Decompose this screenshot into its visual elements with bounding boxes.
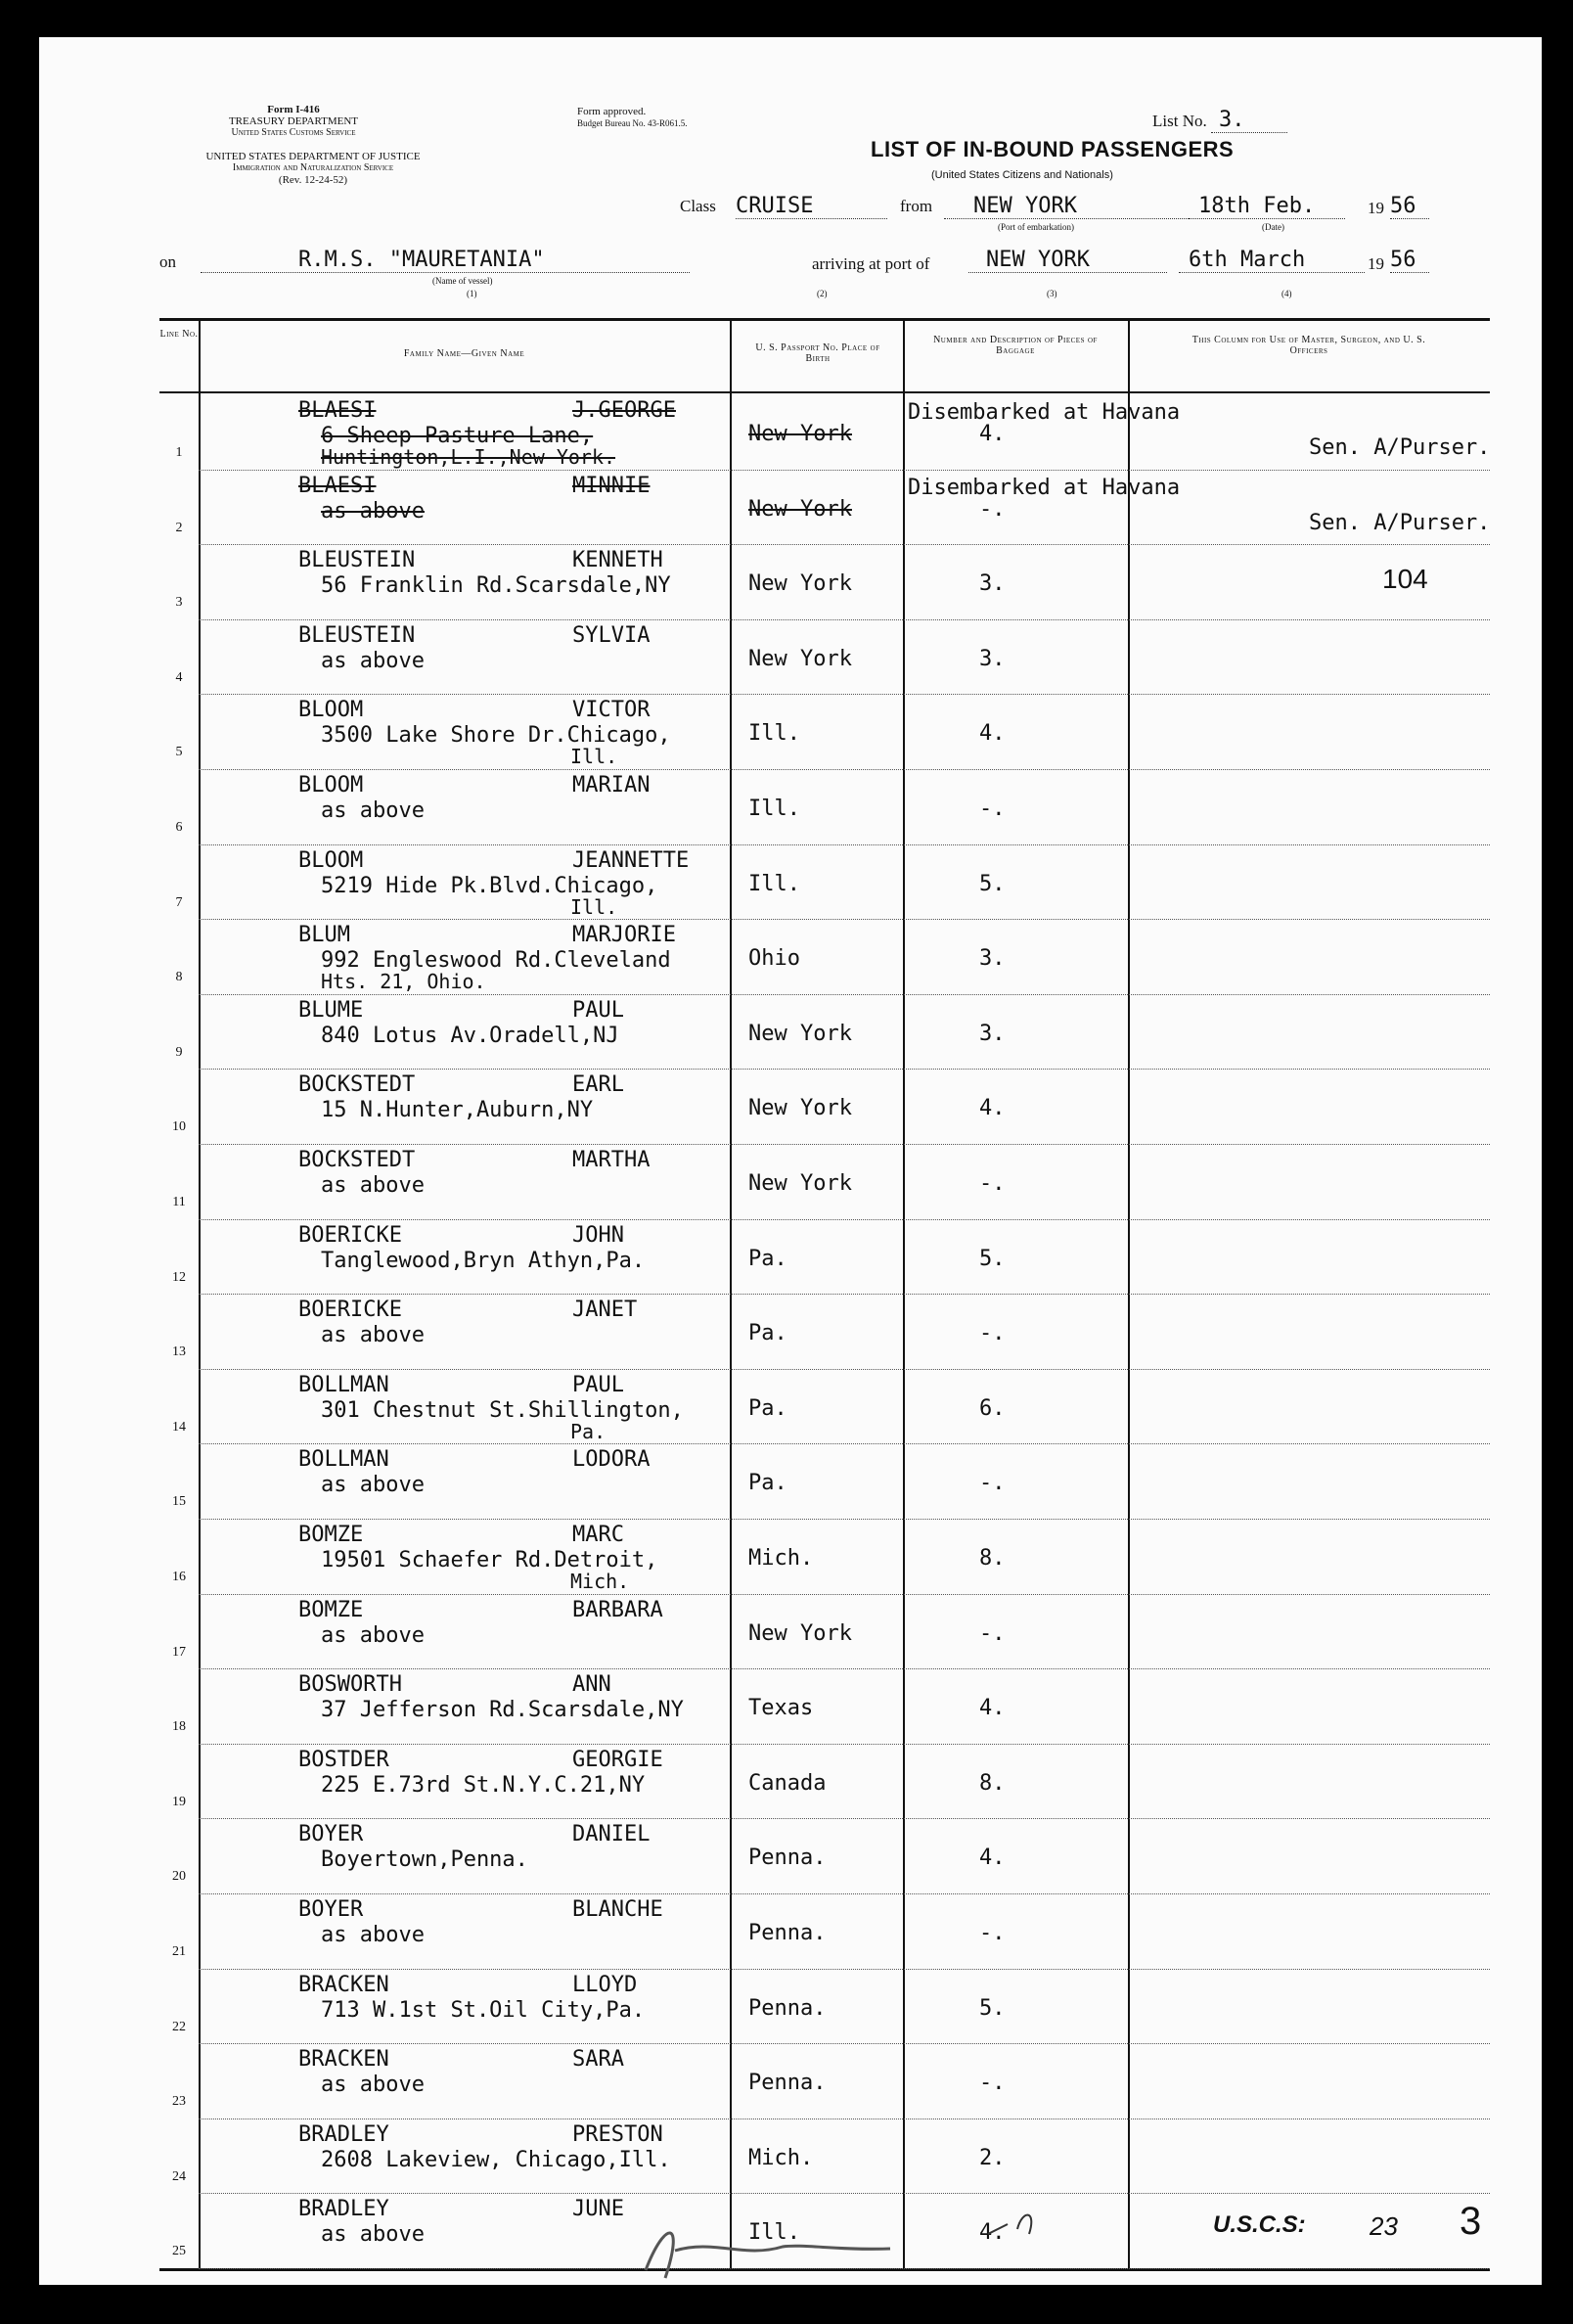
- address: as above: [321, 1173, 425, 1198]
- col-2-caption: (2): [817, 289, 828, 298]
- address: as above: [321, 1923, 425, 1947]
- arrival-port: NEW YORK: [968, 248, 1167, 273]
- address-continued: Pa.: [570, 1419, 607, 1443]
- family-name: BLEUSTEIN: [298, 548, 416, 573]
- baggage-pieces: 4.: [979, 721, 1006, 747]
- line-number: 3: [175, 595, 183, 611]
- address: as above: [321, 1622, 425, 1648]
- line-number: 6: [175, 820, 183, 835]
- address: 301 Chestnut St.Shillington,: [321, 1397, 684, 1423]
- line-number: 17: [172, 1644, 186, 1660]
- given-name: KENNETH: [572, 548, 663, 573]
- baggage-pieces: -.: [979, 1620, 1006, 1646]
- table-row: [159, 1744, 1490, 1818]
- table-row: [159, 1294, 1490, 1368]
- baggage-pieces: 2.: [979, 2145, 1006, 2170]
- baggage-pieces: -.: [979, 2071, 1006, 2096]
- table-row: [159, 919, 1490, 993]
- family-name: BOMZE: [298, 1597, 364, 1622]
- given-name: EARL: [572, 1072, 624, 1098]
- line-number: 25: [172, 2244, 186, 2259]
- line-number: 15: [172, 1494, 186, 1510]
- given-name: DANIEL: [572, 1822, 651, 1847]
- list-number-field: [1152, 108, 1287, 133]
- page-number: 3: [1460, 2200, 1482, 2243]
- embarkation-year: 56: [1390, 194, 1429, 219]
- place-of-birth: Ill.: [748, 871, 800, 896]
- baggage-pieces: 5.: [979, 871, 1006, 896]
- treasury-dept: TREASURY DEPARTMENT: [228, 115, 359, 127]
- given-name: ANN: [572, 1672, 611, 1698]
- col-4-caption: (4): [1281, 289, 1292, 298]
- table-row: [159, 769, 1490, 843]
- arriving-label: arriving at port of: [812, 254, 930, 273]
- address: 5219 Hide Pk.Blvd.Chicago,: [321, 873, 658, 898]
- address: as above: [321, 1473, 425, 1498]
- given-name: LLOYD: [572, 1972, 638, 1997]
- family-name: BOYER: [298, 1822, 364, 1847]
- arrival-date: 6th March: [1179, 248, 1365, 273]
- line-number: 24: [172, 2168, 186, 2184]
- address: as above: [321, 648, 425, 673]
- address-continued: Ill.: [570, 745, 618, 769]
- address: 37 Jefferson Rd.Scarsdale,NY: [321, 1698, 684, 1723]
- baggage-pieces: 4.: [979, 422, 1006, 446]
- form-approved: Form approved.: [577, 106, 647, 117]
- baggage-pieces: 4.: [979, 1846, 1006, 1871]
- baggage-pieces: -.: [979, 1171, 1006, 1196]
- given-name: JOHN: [572, 1222, 624, 1248]
- given-name: MINNIE: [572, 473, 651, 498]
- form-number: Form I-416: [267, 104, 320, 115]
- header-name: Family Name—Given Name: [403, 348, 525, 359]
- address: 2608 Lakeview, Chicago,Ill.: [321, 2147, 671, 2172]
- family-name: BLAESI: [298, 398, 377, 423]
- address-continued: Huntington,L.I.,New York.: [321, 445, 616, 469]
- line-number: 12: [172, 1269, 186, 1285]
- baggage-pieces: -.: [979, 1321, 1006, 1346]
- line-number: 7: [175, 894, 183, 910]
- family-name: BRACKEN: [298, 1972, 389, 1997]
- line-number: 21: [172, 1944, 186, 1959]
- table-row: [159, 1893, 1490, 1968]
- baggage-pieces: 4.: [979, 2220, 1006, 2246]
- given-name: SARA: [572, 2047, 624, 2073]
- line-number: 5: [175, 745, 183, 760]
- baggage-pieces: -.: [979, 1921, 1006, 1945]
- table-row: [159, 1668, 1490, 1743]
- given-name: JANET: [572, 1298, 638, 1323]
- row-divider: [199, 2268, 1490, 2269]
- table-row: [159, 1443, 1490, 1518]
- place-of-birth: Penna.: [748, 1846, 827, 1871]
- place-of-birth: Pa.: [748, 1471, 787, 1496]
- table-row: [159, 1969, 1490, 2043]
- given-name: BLANCHE: [572, 1897, 663, 1922]
- table-row: [159, 994, 1490, 1069]
- family-name: BRADLEY: [298, 2197, 389, 2222]
- passenger-count: 23: [1370, 2211, 1398, 2241]
- family-name: BOCKSTEDT: [298, 1072, 416, 1098]
- list-number-value: 3.: [1211, 108, 1287, 133]
- table-row: [159, 694, 1490, 768]
- justice-dept: UNITED STATES DEPARTMENT OF JUSTICE: [205, 151, 421, 162]
- baggage-pieces: 3.: [979, 646, 1006, 671]
- given-name: PAUL: [572, 997, 624, 1023]
- on-label: on: [159, 252, 176, 271]
- address: 840 Lotus Av.Oradell,NJ: [321, 1023, 619, 1048]
- baggage-pieces: 3.: [979, 1021, 1006, 1046]
- date-caption: (Date): [1262, 222, 1284, 232]
- family-name: BOMZE: [298, 1523, 364, 1547]
- line-number: 11: [172, 1195, 186, 1209]
- line-number: 1: [175, 445, 183, 460]
- table-row: [159, 2119, 1490, 2193]
- list-number-label: List No.: [1152, 112, 1207, 130]
- header-passport: U. S. Passport No. Place of Birth: [755, 342, 880, 364]
- place-of-birth: Penna.: [748, 1921, 827, 1945]
- family-name: BLOOM: [298, 698, 364, 723]
- form-header-block: [176, 104, 411, 139]
- customs-service: United States Customs Service: [231, 127, 356, 138]
- address: Boyertown,Penna.: [321, 1847, 528, 1873]
- given-name: LODORA: [572, 1447, 651, 1473]
- address: as above: [321, 798, 425, 823]
- line-number: 23: [172, 2094, 186, 2110]
- address: 992 Engleswood Rd.Cleveland: [321, 948, 671, 974]
- baggage-pieces: 8.: [979, 1770, 1006, 1796]
- baggage-pieces: 5.: [979, 1246, 1006, 1271]
- family-name: BOERICKE: [298, 1298, 402, 1323]
- manifest-page: [39, 37, 1542, 2285]
- col-3-caption: (3): [1047, 289, 1057, 298]
- address-continued: Ill.: [570, 894, 618, 919]
- address: Tanglewood,Bryn Athyn,Pa.: [321, 1248, 646, 1273]
- place-of-birth: Canada: [748, 1770, 827, 1796]
- address: 56 Franklin Rd.Scarsdale,NY: [321, 573, 671, 599]
- baggage-pieces: -.: [979, 1471, 1006, 1496]
- line-number: 9: [175, 1044, 183, 1060]
- line-number: 4: [175, 669, 183, 685]
- officer-signature-title: Sen. A/Purser.: [1309, 510, 1491, 535]
- arrival-year: 56: [1390, 248, 1429, 273]
- place-of-birth: Penna.: [748, 1995, 827, 2021]
- given-name: VICTOR: [572, 698, 651, 723]
- given-name: PRESTON: [572, 2121, 663, 2147]
- table-row: [159, 1219, 1490, 1294]
- class-value: CRUISE: [736, 194, 887, 219]
- given-name: MARC: [572, 1523, 624, 1547]
- budget-bureau: Budget Bureau No. 43-R061.5.: [577, 118, 688, 128]
- port-caption: (Port of embarkation): [998, 222, 1074, 232]
- family-name: BRADLEY: [298, 2121, 389, 2147]
- given-name: PAUL: [572, 1372, 624, 1397]
- family-name: BLUM: [298, 923, 350, 948]
- table-row: [159, 1818, 1490, 1892]
- family-name: BLUME: [298, 997, 364, 1023]
- family-name: BOLLMAN: [298, 1447, 389, 1473]
- table-row: [159, 544, 1490, 618]
- table-row: [159, 1594, 1490, 1668]
- given-name: MARIAN: [572, 773, 651, 797]
- line-number: 18: [172, 1719, 186, 1735]
- baggage-pieces: -.: [979, 797, 1006, 821]
- place-of-birth: Ill.: [748, 721, 800, 747]
- baggage-pieces: 8.: [979, 1546, 1006, 1571]
- place-of-birth: Mich.: [748, 2145, 814, 2170]
- family-name: BRACKEN: [298, 2047, 389, 2073]
- table-row: [159, 844, 1490, 919]
- family-name: BOLLMAN: [298, 1372, 389, 1397]
- place-of-birth: Ohio: [748, 946, 800, 972]
- given-name: JUNE: [572, 2197, 624, 2222]
- table-row: [159, 1144, 1490, 1218]
- place-of-birth: New York: [748, 571, 852, 597]
- vessel-caption: (Name of vessel): [432, 276, 493, 286]
- embarkation-port: NEW YORK: [944, 194, 1189, 219]
- justice-block: [157, 151, 470, 186]
- place-of-birth: New York: [748, 1096, 852, 1121]
- line-number: 14: [172, 1419, 186, 1435]
- address-continued: Mich.: [570, 1570, 630, 1593]
- year-prefix-2: 19: [1368, 254, 1384, 273]
- line-number: 2: [175, 520, 183, 535]
- officer-signature-title: Sen. A/Purser.: [1309, 435, 1491, 460]
- line-number: 19: [172, 1794, 186, 1809]
- given-name: J.GEORGE: [572, 398, 676, 423]
- family-name: BOCKSTEDT: [298, 1148, 416, 1172]
- line-number: 16: [172, 1570, 186, 1584]
- address-continued: Hts. 21, Ohio.: [321, 970, 486, 994]
- given-name: MARJORIE: [572, 923, 676, 948]
- place-of-birth: Ill.: [748, 797, 800, 821]
- place-of-birth: Ill.: [748, 2220, 800, 2246]
- family-name: BLEUSTEIN: [298, 622, 416, 648]
- address: as above: [321, 498, 425, 524]
- budget-block: [577, 106, 688, 129]
- baggage-pieces: 3.: [979, 946, 1006, 972]
- class-label: Class: [680, 197, 716, 215]
- family-name: BOSTDER: [298, 1747, 389, 1772]
- family-name: BLOOM: [298, 847, 364, 873]
- address: as above: [321, 2073, 425, 2098]
- header-pieces: Number and Description of Pieces of Baggage: [933, 335, 1098, 356]
- place-of-birth: New York: [748, 1620, 852, 1646]
- place-of-birth: New York: [748, 496, 852, 522]
- line-number: 22: [172, 2019, 186, 2034]
- address: as above: [321, 2222, 425, 2248]
- baggage-pieces: 5.: [979, 1995, 1006, 2021]
- baggage-pieces: 4.: [979, 1096, 1006, 1121]
- from-label: from: [900, 197, 933, 215]
- line-number: 8: [175, 970, 183, 985]
- header-officers: This Column for Use of Master, Surgeon, and U. S. Officers: [1191, 335, 1426, 356]
- col-1-caption: (1): [467, 289, 477, 298]
- place-of-birth: New York: [748, 1021, 852, 1046]
- family-name: BOSWORTH: [298, 1672, 402, 1698]
- place-of-birth: Texas: [748, 1696, 814, 1721]
- table-row: [159, 1369, 1490, 1443]
- header-divider: [159, 391, 1490, 393]
- address: 713 W.1st St.Oil City,Pa.: [321, 1997, 646, 2023]
- line-number: 20: [172, 1869, 186, 1885]
- table-row: [159, 1069, 1490, 1143]
- given-name: JEANNETTE: [572, 847, 690, 873]
- family-name: BOERICKE: [298, 1222, 402, 1248]
- disembarked-note: Disembarked at Havana: [908, 400, 1181, 425]
- table-row: [159, 470, 1490, 544]
- baggage-pieces: -.: [979, 496, 1006, 522]
- address: 3500 Lake Shore Dr.Chicago,: [321, 723, 671, 749]
- address: 225 E.73rd St.N.Y.C.21,NY: [321, 1772, 646, 1798]
- vessel-name: R.M.S. "MAURETANIA": [201, 248, 690, 273]
- page-title: LIST OF IN-BOUND PASSENGERS: [871, 137, 1235, 161]
- baggage-pieces: 4.: [979, 1696, 1006, 1721]
- place-of-birth: Pa.: [748, 1395, 787, 1421]
- table-row: [159, 2043, 1490, 2118]
- family-name: BLAESI: [298, 473, 377, 498]
- family-name: BLOOM: [298, 773, 364, 797]
- address: 19501 Schaefer Rd.Detroit,: [321, 1548, 658, 1572]
- table-row: [159, 619, 1490, 694]
- place-of-birth: Pa.: [748, 1246, 787, 1271]
- address: 6 Sheep Pasture Lane,: [321, 424, 594, 448]
- place-of-birth: New York: [748, 1171, 852, 1196]
- given-name: BARBARA: [572, 1597, 663, 1622]
- year-prefix-1: 19: [1368, 199, 1384, 217]
- disembarked-note: Disembarked at Havana: [908, 475, 1181, 500]
- officer-count: 104: [1382, 564, 1428, 595]
- revision-date: (Rev. 12-24-52): [278, 174, 348, 186]
- table-row: [159, 394, 1490, 469]
- uscis-stamp: U.S.C.S:: [1213, 2211, 1306, 2238]
- given-name: MARTHA: [572, 1148, 651, 1172]
- place-of-birth: Penna.: [748, 2071, 827, 2096]
- header-line-no: Line No.: [159, 329, 199, 340]
- baggage-pieces: 3.: [979, 571, 1006, 597]
- address: 15 N.Hunter,Auburn,NY: [321, 1098, 594, 1123]
- baggage-pieces: 6.: [979, 1395, 1006, 1421]
- page-subtitle: (United States Citizens and Nationals): [931, 169, 1113, 181]
- line-number: 10: [172, 1119, 186, 1135]
- passenger-table: [159, 318, 1490, 2271]
- given-name: GEORGIE: [572, 1747, 663, 1772]
- given-name: SYLVIA: [572, 622, 651, 648]
- line-number: 13: [172, 1344, 186, 1360]
- place-of-birth: New York: [748, 422, 852, 446]
- place-of-birth: Pa.: [748, 1321, 787, 1346]
- embarkation-date: 18th Feb.: [1189, 194, 1345, 219]
- family-name: BOYER: [298, 1897, 364, 1922]
- place-of-birth: Mich.: [748, 1546, 814, 1571]
- address: as above: [321, 1323, 425, 1348]
- table-row: [159, 1519, 1490, 1593]
- place-of-birth: New York: [748, 646, 852, 671]
- ins-service: Immigration and Naturalization Service: [232, 162, 394, 173]
